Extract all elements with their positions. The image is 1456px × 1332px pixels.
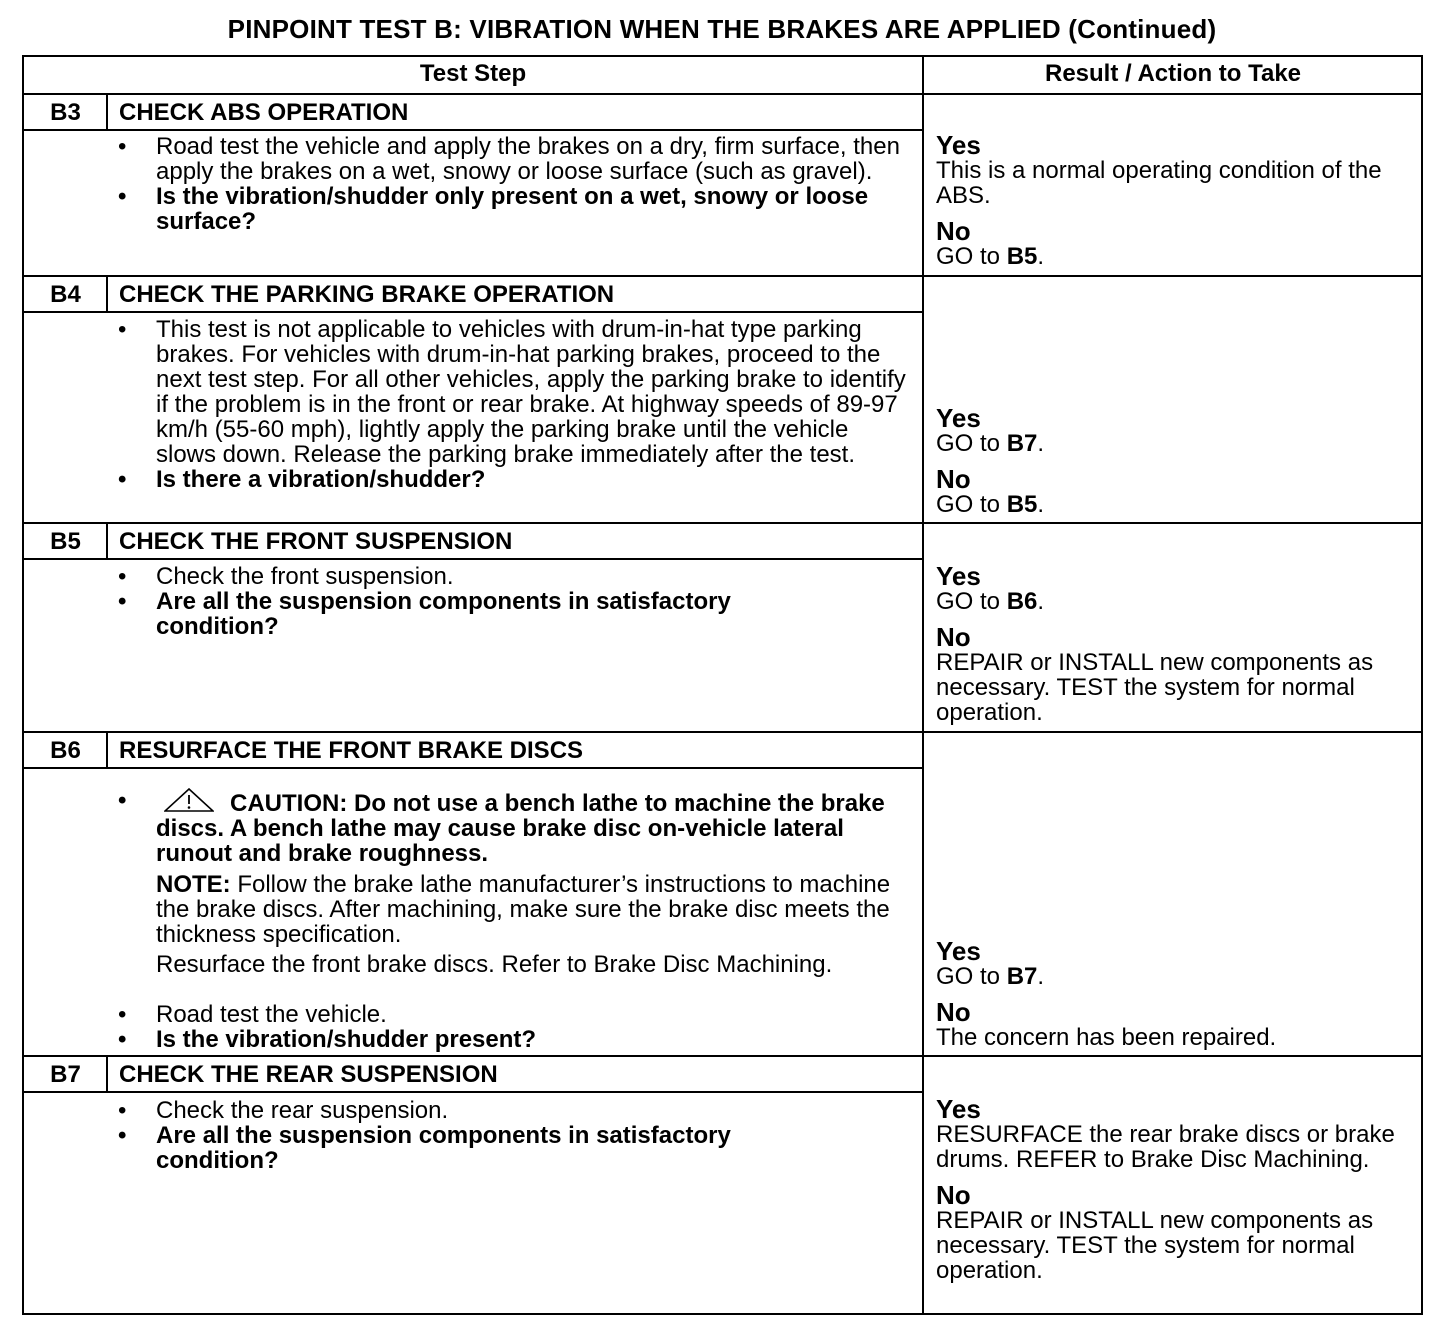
step-title: CHECK THE REAR SUSPENSION [119,1061,498,1088]
step-id: B7 [50,1061,81,1088]
step-id-divider [106,277,108,313]
goto-link[interactable]: B6 [1006,588,1038,615]
step-body [24,1098,922,1173]
step-body [24,317,922,492]
note-text: Follow the brake lathe manufacturer’s instructions to machine the brake discs. After machining, make sure the brake disc meets the thickness specification. [156,871,891,948]
step-result [936,405,1416,527]
caution-bullet: • CAUTION: Do not use a bench lathe to machine the brake discs. A bench lathe may cause brake disc on-vehicle lateral runout and brake roughness. [118,787,885,867]
goto-link[interactable]: B5 [1006,491,1038,518]
step-result [936,563,1416,735]
result-yes: Yes [936,1094,981,1124]
step-bullet: • Check the rear suspension. [118,1097,449,1124]
resurface-instruction: Resurface the front brake discs. Refer to Brake Disc Machining. [156,951,833,978]
step-question: • Are all the suspension components in satisfactory condition? [118,588,731,640]
step-result [936,132,1416,279]
result-yes: Yes [936,936,981,966]
step-title: CHECK ABS OPERATION [119,99,409,126]
step-body [24,564,922,639]
column-divider [922,57,924,1315]
step-id-divider [106,1057,108,1093]
step-body [24,788,922,1052]
step-id-divider [106,524,108,560]
result-no: No [936,622,971,652]
step-id: B4 [50,281,81,308]
step-title: CHECK THE PARKING BRAKE OPERATION [119,281,615,308]
pinpoint-test-table [22,55,1423,1315]
step-bullet: • Check the front suspension. [118,563,454,590]
goto-link[interactable]: B7 [1006,430,1038,457]
step-title: RESURFACE THE FRONT BRAKE DISCS [119,737,584,764]
result-no-text: The concern has been repaired. [936,1024,1277,1051]
step-result [936,1096,1416,1293]
step-id: B5 [50,528,81,555]
warning-triangle-icon [164,788,214,814]
note [24,872,922,947]
result-no: No [936,997,971,1027]
caution-text: CAUTION: Do not use a bench lathe to machine the brake discs. A bench lathe may cause brake disc on-vehicle lateral runout and brake roughness. [156,790,885,867]
result-no-text: REPAIR or INSTALL new components as necessary. TEST the system for normal operation. [936,649,1374,726]
step-bullet: • Road test the vehicle and apply the brakes on a dry, firm surface, then apply the brakes on a wet, snowy or loose surface (such as gravel). [118,133,900,185]
result-yes: Yes [936,403,981,433]
goto-link[interactable]: B5 [1006,243,1038,270]
result-yes: Yes [936,561,981,591]
goto-link[interactable]: B7 [1006,963,1038,990]
step-title: CHECK THE FRONT SUSPENSION [119,528,513,555]
header-test-step: Test Step [419,60,527,87]
step-id-divider [106,95,108,131]
step-title-rule [24,558,922,560]
note-label: NOTE: [156,871,231,898]
result-yes: Yes [936,130,981,160]
step-title-rule [24,129,922,131]
page-title: PINPOINT TEST B: VIBRATION WHEN THE BRAKES ARE APPLIED (Continued) [227,14,1217,44]
result-no: No [936,464,971,494]
result-no-text: GO to B5. [936,491,1045,518]
result-no-text: GO to B5. [936,243,1045,270]
result-yes-text: RESURFACE the rear brake discs or brake drums. REFER to Brake Disc Machining. [936,1121,1395,1173]
result-yes-text: GO to B7. [936,430,1045,457]
step-bullet: • This test is not applicable to vehicles with drum-in-hat type parking brakes. For vehicles with drum-in-hat parking brakes, proceed to the next test step. For all other vehicles, apply the parking brake to identify if the problem is in the front or rear brake. At highway speeds of 89-97 km/h (55-60 mph), lightly apply the parking brake until the vehicle slows down. Release the parking brake immediately after the test. [118,316,906,468]
step-result [936,938,1416,1060]
result-no: No [936,1180,971,1210]
header-result: Result / Action to Take [1044,60,1302,87]
result-no: No [936,216,971,246]
result-no-text: REPAIR or INSTALL new components as necessary. TEST the system for normal operation. [936,1207,1374,1284]
step-bullet: • Road test the vehicle. [118,1001,387,1028]
result-yes-text: This is a normal operating condition of the ABS. [936,157,1382,209]
step-title-rule [24,311,922,313]
result-yes-text: GO to B7. [936,963,1045,990]
step-question: • Is the vibration/shudder present? [118,1026,537,1053]
step-question: • Is the vibration/shudder only present on a wet, snowy or loose surface? [118,183,869,235]
step-title-rule [24,1091,922,1093]
step-id-divider [106,733,108,769]
step-body [24,134,922,234]
step-question: • Are all the suspension components in satisfactory condition? [118,1122,731,1174]
step-id: B6 [50,737,81,764]
step-question: • Is there a vibration/shudder? [118,466,486,493]
result-yes-text: GO to B6. [936,588,1045,615]
step-title-rule [24,767,922,769]
step-id: B3 [50,99,81,126]
